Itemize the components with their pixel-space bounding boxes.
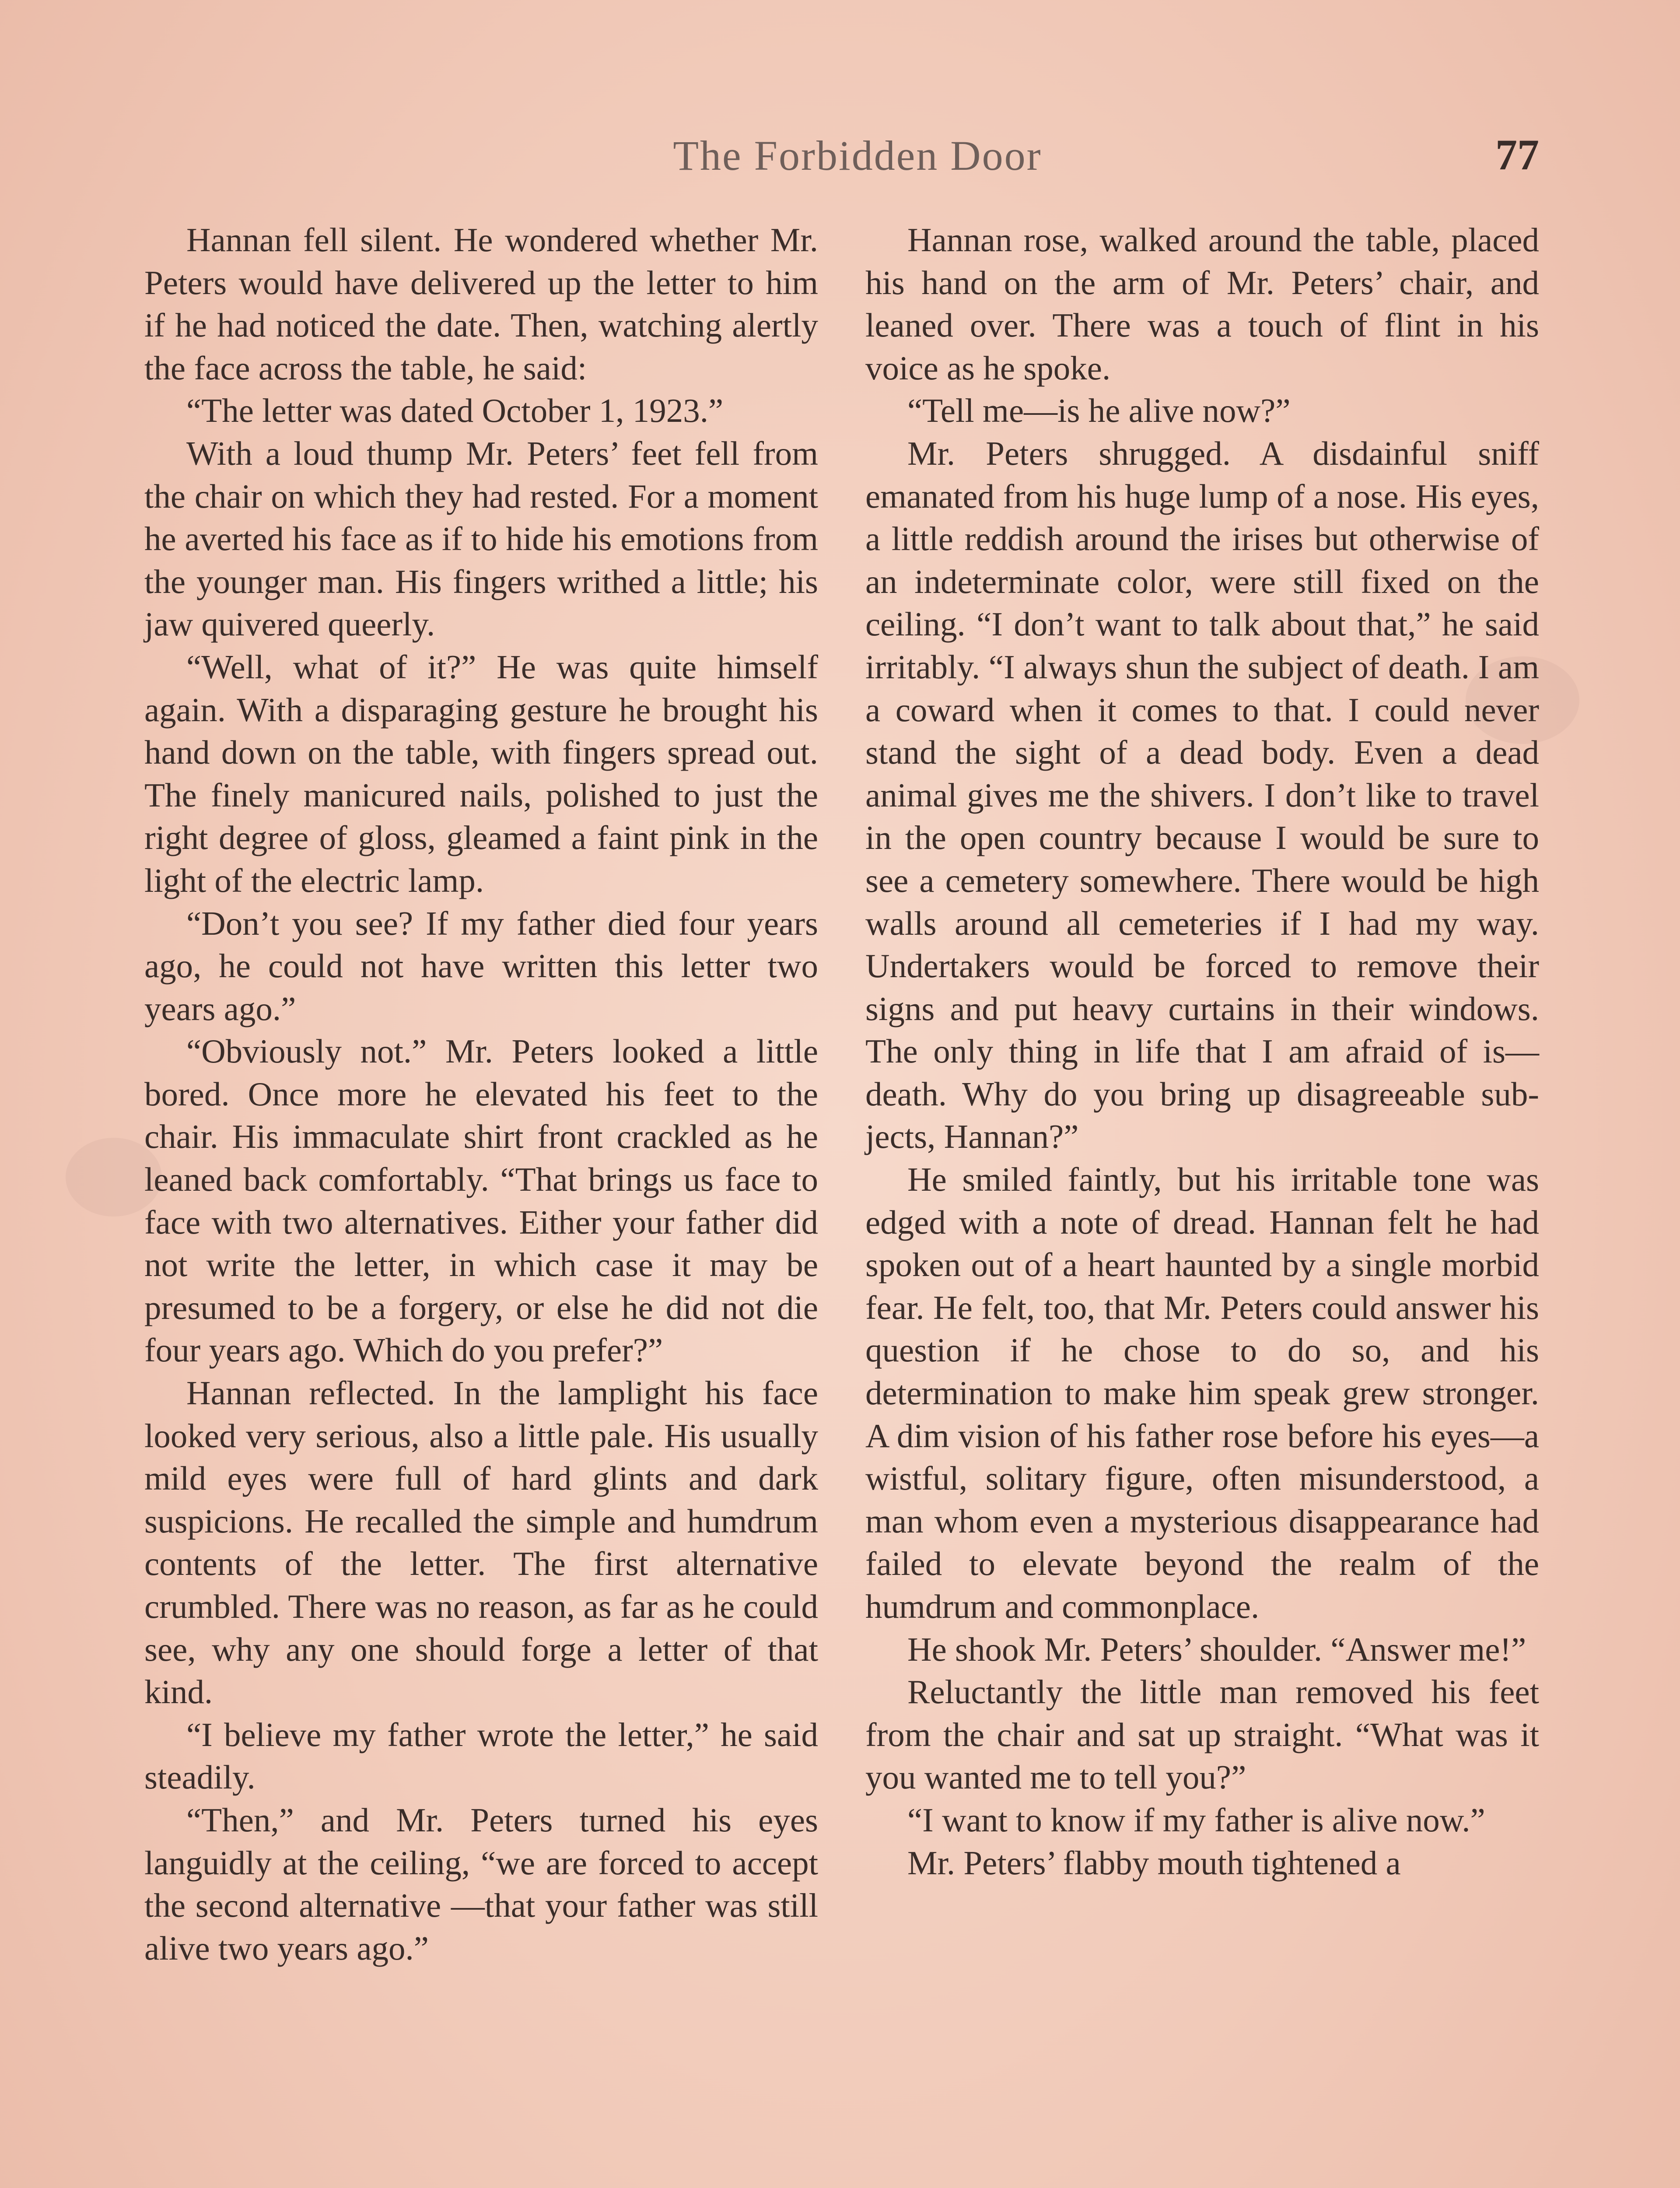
paragraph: With a loud thump Mr. Peters’ feet fell from the chair on which they had rested. For a moment he averted his face as if to hide his emotions from the younger man. His fingers writhed a little; his jaw quivered queerly. bbox=[144, 434, 818, 643]
paragraph: “Obviously not.” Mr. Peters looked a little bored. Once more he elevated his feet to the chair. His immaculate shirt front crackled as he leaned back comfortably. “That brings us face to face with two alternatives. Either your father did not write the letter, in which case it may be presumed to be a forgery, or else he did not die four years ago. Which do you prefer?” bbox=[144, 1032, 818, 1369]
page-number: 77 bbox=[1495, 130, 1539, 179]
left-column bbox=[144, 219, 818, 1970]
paragraph: Mr. Peters’ flabby mouth tightened a bbox=[907, 1844, 1401, 1882]
paragraph: Reluctantly the little man removed his feet from the chair and sat up straight. “What was it you wanted me to tell you?” bbox=[865, 1673, 1539, 1796]
right-column bbox=[865, 219, 1539, 1884]
paragraph: Mr. Peters shrugged. A disdainful sniff emanated from his huge lump of a nose. His eyes, a little reddish around the irises but otherwise of an indeterminate color, were still fixed on the ceiling. “I don’t want to talk about that,” he said irritably. “I always shun the subject of death. I am a coward when it comes to that. I could never stand the sight of a dead body. Even a dead animal gives me the shivers. I don’t like to travel in the open country because I would be sure to see a cemetery somewhere. There would be high walls around all cemeteries if I had my way. Undertakers would be forced to remove their signs and put heavy curtains in their windows. The only thing in life that I am afraid of is—death. Why do you bring up disagreeable subjects, Hannan?” bbox=[865, 434, 1539, 1156]
paragraph: “Tell me—is he alive now?” bbox=[907, 392, 1291, 430]
paragraph: He smiled faintly, but his irritable tone was edged with a note of dread. Hannan felt he had spoken out of a heart haunted by a single morbid fear. He felt, too, that Mr. Peters could answer his question if he chose to do so, and his determination to make him speak grew stronger. A dim vision of his father rose before his eyes—a wistful, solitary figure, often misunderstood, a man whom even a mysterious disappearance had failed to elevate beyond the realm of the humdrum and commonplace. bbox=[865, 1161, 1539, 1625]
paragraph: Hannan rose, walked around the table, placed his hand on the arm of Mr. Peters’ chair, and leaned over. There was a touch of flint in his voice as he spoke. bbox=[865, 221, 1539, 387]
paragraph: “Well, what of it?” He was quite himself again. With a disparaging gesture he brought his hand down on the table, with fingers spread out. The finely manicured nails, polished to just the right degree of gloss, gleamed a faint pink in the light of the electric lamp. bbox=[144, 648, 818, 899]
paragraph: Hannan fell silent. He wondered whether Mr. Peters would have delivered up the letter to him if he had noticed the date. Then, watching alertly the face across the table, he said: bbox=[144, 221, 818, 387]
paragraph: “Then,” and Mr. Peters turned his eyes languidly at the ceiling, “we are forced to accept the second alternative —that your father was still alive two years ago.” bbox=[144, 1801, 818, 1967]
paragraph: “The letter was dated October 1, 1923.” bbox=[186, 392, 724, 430]
paragraph: Hannan reflected. In the lamplight his face looked very serious, also a little pale. His usually mild eyes were full of hard glints and dark suspicions. He recalled the simple and humdrum contents of the letter. The first alternative crumbled. There was no reason, as far as he could see, why any one should forge a letter of that kind. bbox=[144, 1374, 818, 1711]
paragraph: “Don’t you see? If my father died four years ago, he could not have written this letter two years ago.” bbox=[144, 904, 818, 1027]
paragraph: He shook Mr. Peters’ shoulder. “Answer me!” bbox=[907, 1630, 1526, 1668]
paragraph: “I want to know if my father is alive now.” bbox=[907, 1801, 1485, 1839]
paragraph: “I believe my father wrote the letter,” he said steadily. bbox=[144, 1715, 818, 1796]
running-title: The Forbidden Door bbox=[673, 132, 1042, 179]
